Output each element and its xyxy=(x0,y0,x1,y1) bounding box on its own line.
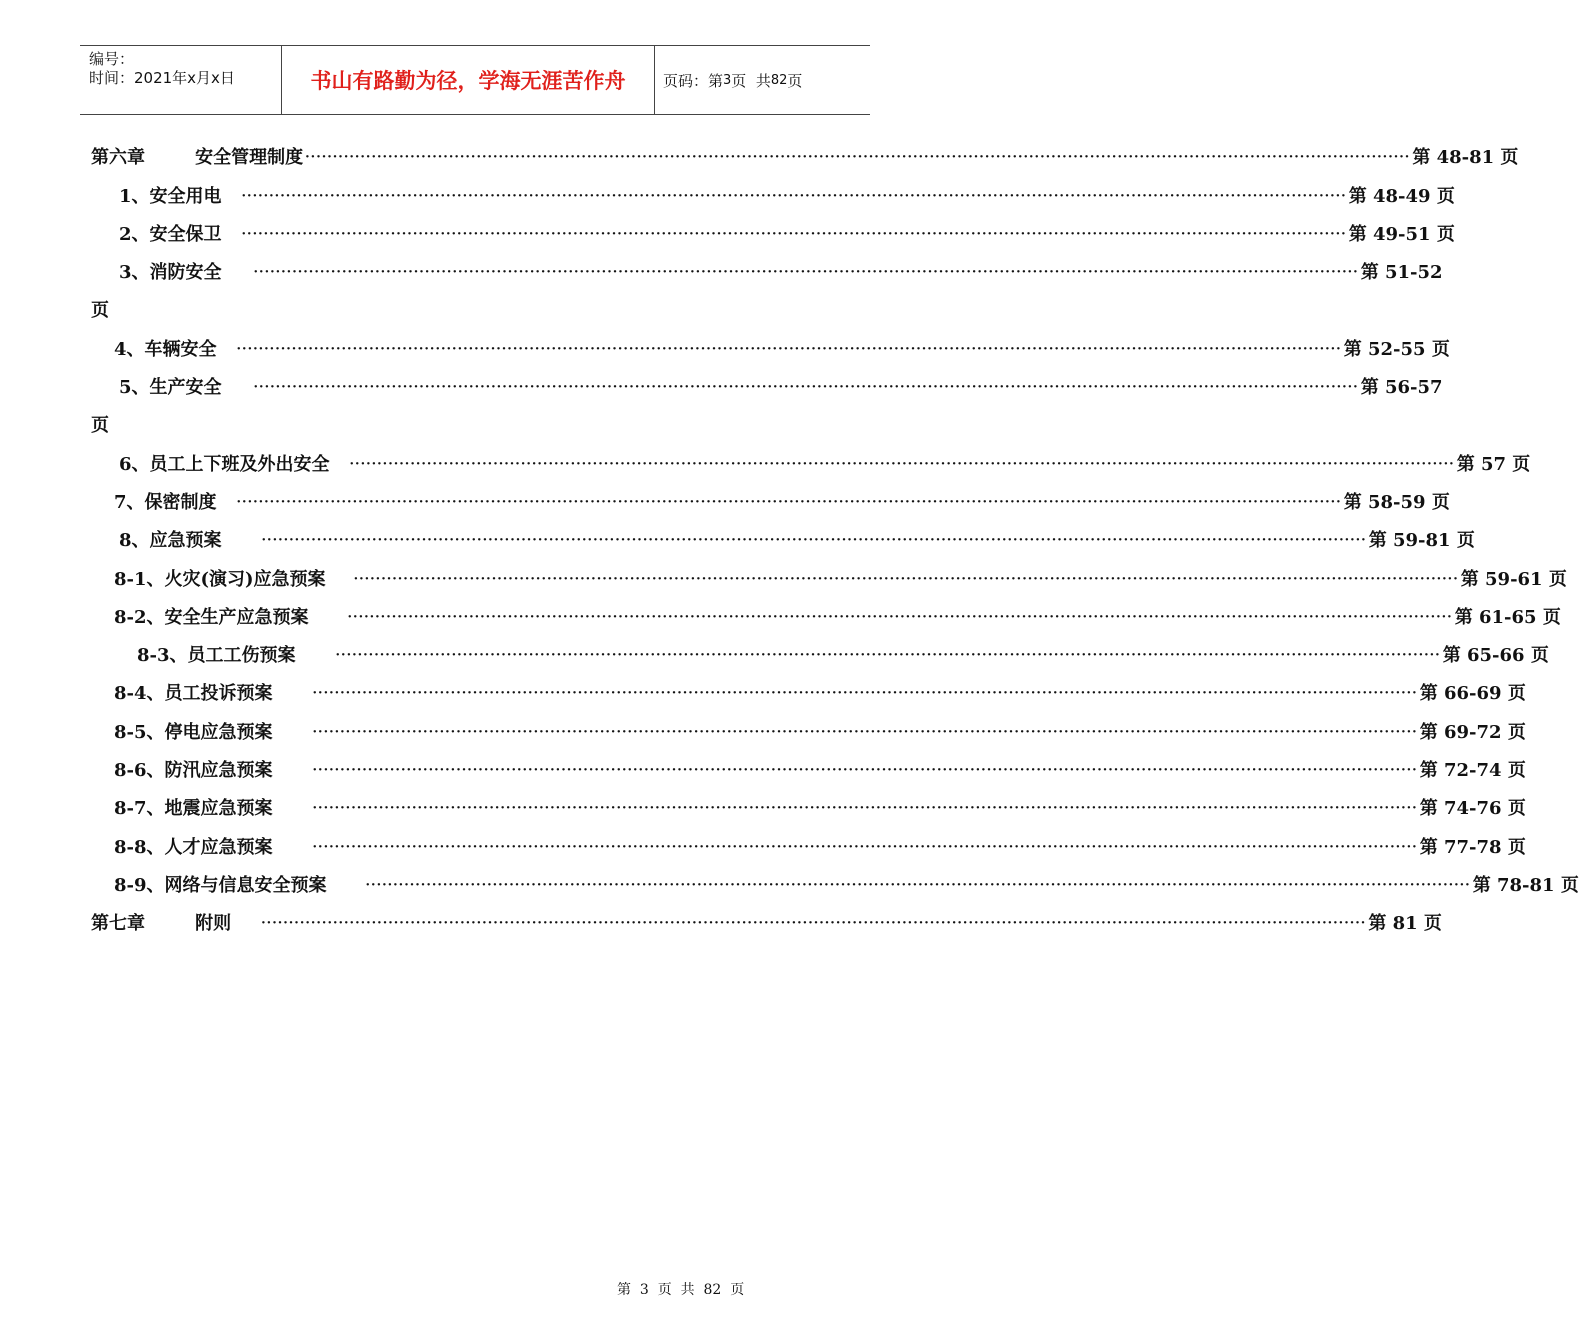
toc-leader-dots: ········································································································································································································ xyxy=(261,916,1367,931)
toc-entry-label: 6、员工上下班及外出安全 xyxy=(119,454,330,475)
toc-entry[interactable] xyxy=(119,376,1443,400)
header-page-mid: 页 共 xyxy=(731,71,771,90)
toc-entry-page-wrap: 页 xyxy=(91,415,109,436)
toc-leader-dots: ········································································································································································································ xyxy=(365,878,1471,893)
toc-entry-label: 8-2、安全生产应急预案 xyxy=(114,607,309,628)
toc-leader-dots: ········································································································································································································ xyxy=(261,533,1367,548)
toc-leader-dots: ········································································································································································································ xyxy=(241,189,1347,204)
toc-entry-page: 第 52-55 页 xyxy=(1343,339,1450,360)
toc-entry-label: 8-9、网络与信息安全预案 xyxy=(114,875,327,896)
toc-entry-label: 4、车辆安全 xyxy=(114,339,217,360)
toc-entry-page: 第 56-57 xyxy=(1360,377,1443,398)
toc-entry-label: 8-8、人才应急预案 xyxy=(114,837,273,858)
toc-leader-dots: ········································································································································································································ xyxy=(335,648,1441,663)
toc-entry[interactable] xyxy=(137,644,1549,668)
toc-entry-label: 1、安全用电 xyxy=(119,186,222,207)
toc-entry-page: 第 72-74 页 xyxy=(1419,760,1526,781)
header-meta xyxy=(80,46,281,114)
toc-entry-page: 第 51-52 xyxy=(1360,262,1443,283)
toc-entry[interactable] xyxy=(114,836,1526,860)
page-header xyxy=(80,45,870,115)
toc-entry-page: 第 49-51 页 xyxy=(1348,224,1455,245)
toc-entry-page: 第 81 页 xyxy=(1368,913,1442,934)
toc-entry-page: 第 66-69 页 xyxy=(1419,683,1526,704)
toc-leader-dots: ········································································································································································································ xyxy=(312,686,1418,701)
toc-leader-dots: ········································································································································································································ xyxy=(349,457,1455,472)
toc-entry-page: 第 58-59 页 xyxy=(1343,492,1450,513)
toc-entry-page: 第 77-78 页 xyxy=(1419,837,1526,858)
toc-entry[interactable] xyxy=(119,453,1531,477)
footer-page-number: 第 3 页 共 82 页 xyxy=(617,1282,745,1298)
toc-leader-dots: ········································································································································································································ xyxy=(241,227,1347,242)
toc-entry[interactable] xyxy=(114,338,1450,362)
toc-entry[interactable] xyxy=(91,912,1442,936)
toc-leader-dots: ········································································································································································································ xyxy=(347,610,1453,625)
toc-entry[interactable] xyxy=(114,721,1526,745)
toc-entry-label: 第七章 附则 xyxy=(91,913,232,934)
toc-entry-page: 第 78-81 页 xyxy=(1472,875,1579,896)
toc-entry-label: 8-1、火灾(演习)应急预案 xyxy=(114,569,326,590)
toc-entry[interactable] xyxy=(114,759,1526,783)
toc-leader-dots: ········································································································································································································ xyxy=(236,495,1342,510)
toc-entry-page: 第 57 页 xyxy=(1456,454,1531,475)
toc-entry-label: 2、安全保卫 xyxy=(119,224,222,245)
header-page-info xyxy=(655,46,870,114)
toc-entry[interactable] xyxy=(119,223,1455,247)
header-page-total: 82 xyxy=(770,72,788,88)
toc-leader-dots: ········································································································································································································ xyxy=(312,763,1418,778)
toc-entry-page: 第 61-65 页 xyxy=(1454,607,1561,628)
toc-entry[interactable] xyxy=(114,797,1526,821)
toc-entry[interactable] xyxy=(114,606,1561,630)
toc-entry-label: 8-5、停电应急预案 xyxy=(114,722,273,743)
toc-leader-dots: ········································································································································································································ xyxy=(253,380,1359,395)
toc-leader-dots: ········································································································································································································ xyxy=(253,265,1359,280)
toc-entry-label: 3、消防安全 xyxy=(119,262,222,283)
toc-entry-page: 第 65-66 页 xyxy=(1442,645,1549,666)
toc-entry-label: 8、应急预案 xyxy=(119,530,222,551)
toc-entry-page-wrap: 页 xyxy=(91,300,109,321)
toc-entry-label: 8-6、防汛应急预案 xyxy=(114,760,273,781)
header-page-prefix: 页码：第 xyxy=(663,71,724,90)
toc-entry[interactable] xyxy=(114,682,1526,706)
header-time: 时间：2021年x月x日 xyxy=(89,69,235,87)
toc-entry[interactable] xyxy=(119,529,1475,553)
toc-leader-dots: ········································································································································································································ xyxy=(312,801,1418,816)
header-number: 编号： xyxy=(89,50,135,68)
toc-entry-page: 第 48-49 页 xyxy=(1348,186,1455,207)
toc-entry-page: 第 48-81 页 xyxy=(1412,147,1519,168)
toc-entry-label: 8-4、员工投诉预案 xyxy=(114,683,273,704)
header-page-current: 3 xyxy=(723,72,732,88)
toc-entry[interactable] xyxy=(114,874,1579,898)
toc-entry[interactable] xyxy=(119,185,1455,209)
toc-entry[interactable] xyxy=(114,491,1450,515)
toc-leader-dots: ········································································································································································································ xyxy=(353,572,1459,587)
toc-entry[interactable] xyxy=(119,261,1443,285)
toc-leader-dots: ········································································································································································································ xyxy=(312,840,1418,855)
toc-entry-label: 5、生产安全 xyxy=(119,377,222,398)
toc-entry-label: 第六章 安全管理制度 xyxy=(91,147,304,168)
toc-entry-label: 7、保密制度 xyxy=(114,492,217,513)
header-motto: 书山有路勤为径，学海无涯苦作舟 xyxy=(281,46,655,114)
toc-entry[interactable] xyxy=(91,146,1519,170)
toc-entry-label: 8-3、员工工伤预案 xyxy=(137,645,296,666)
toc-entry-page: 第 59-81 页 xyxy=(1368,530,1475,551)
toc-entry-page: 第 69-72 页 xyxy=(1419,722,1526,743)
toc-leader-dots: ········································································································································································································ xyxy=(236,342,1342,357)
toc-entry-page: 第 74-76 页 xyxy=(1419,798,1526,819)
toc-leader-dots: ········································································································································································································ xyxy=(312,725,1418,740)
toc-entry-page: 第 59-61 页 xyxy=(1460,569,1567,590)
toc-entry[interactable] xyxy=(114,568,1567,592)
toc-entry-label: 8-7、地震应急预案 xyxy=(114,798,273,819)
toc-leader-dots: ········································································································································································································ xyxy=(305,150,1411,165)
header-page-suffix: 页 xyxy=(787,71,803,90)
